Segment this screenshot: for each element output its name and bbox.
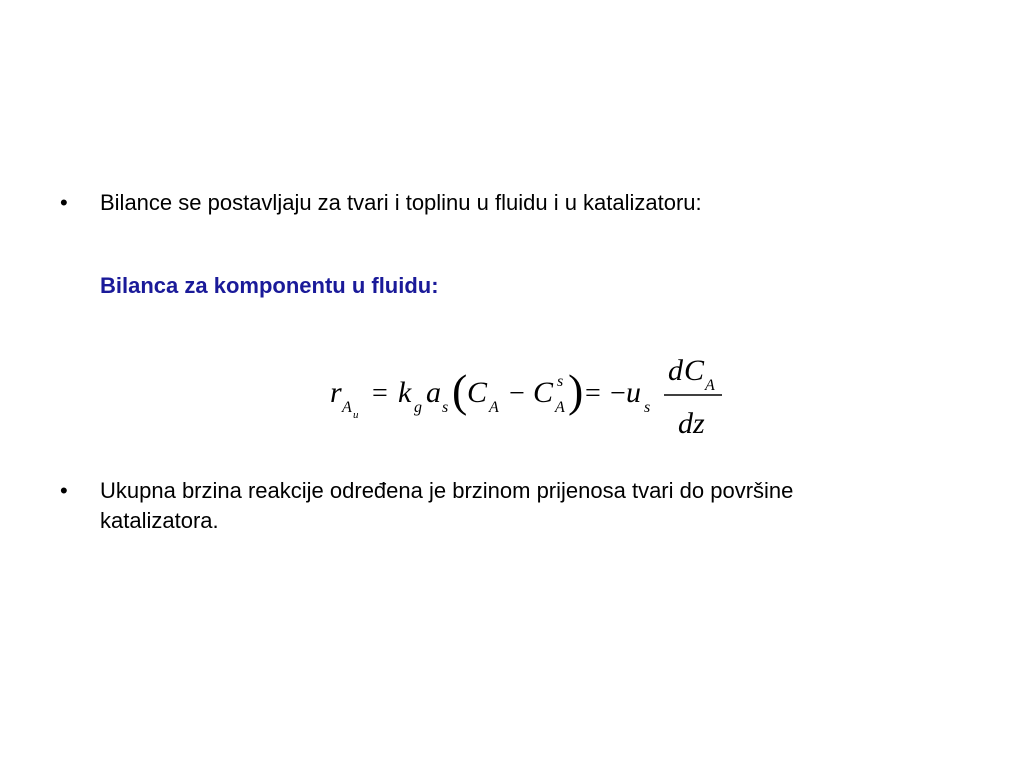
subheading-fluid-balance: Bilanca za komponentu u fluidu: [100, 273, 439, 298]
eq-frac-num-sub: A [705, 377, 715, 394]
bullet-text: Ukupna brzina reakcije određena je brzinom prijenosa tvari do površine katalizatora. [100, 478, 794, 533]
eq-minus: − [509, 378, 525, 409]
eq-a-sub: s [442, 399, 449, 416]
bullet-marker: • [60, 190, 68, 215]
eq-r-subsub: u [353, 409, 359, 421]
eq-frac-den: dz [678, 407, 705, 440]
balance-equation [320, 340, 740, 450]
eq-negative: − [610, 378, 626, 409]
eq-frac-num-C: C [684, 354, 705, 387]
eq-C1-sub: A [489, 399, 499, 416]
eq-a: a [426, 376, 441, 409]
eq-r: r [330, 376, 342, 409]
bullet-text: Bilance se postavljaju za tvari i toplinu u fluidu i u katalizatoru: [100, 190, 702, 215]
eq-frac-num-d: d [668, 354, 683, 387]
equation-svg [320, 340, 740, 450]
eq-C2: C [533, 376, 554, 409]
eq-k: k [398, 376, 412, 409]
eq-k-sub: g [414, 399, 422, 416]
eq-C2-sub: A [555, 399, 565, 416]
eq-equals-1: = [372, 378, 388, 409]
eq-u-sub: s [644, 399, 651, 416]
eq-C1: C [467, 376, 488, 409]
eq-u: u [626, 376, 641, 409]
eq-r-sub: A [342, 399, 352, 416]
bullet-marker: • [60, 478, 68, 503]
eq-equals-2: = [585, 378, 601, 409]
eq-left-paren: ( [452, 365, 468, 416]
eq-right-paren: ) [568, 365, 584, 416]
eq-C2-sup: s [557, 373, 564, 390]
